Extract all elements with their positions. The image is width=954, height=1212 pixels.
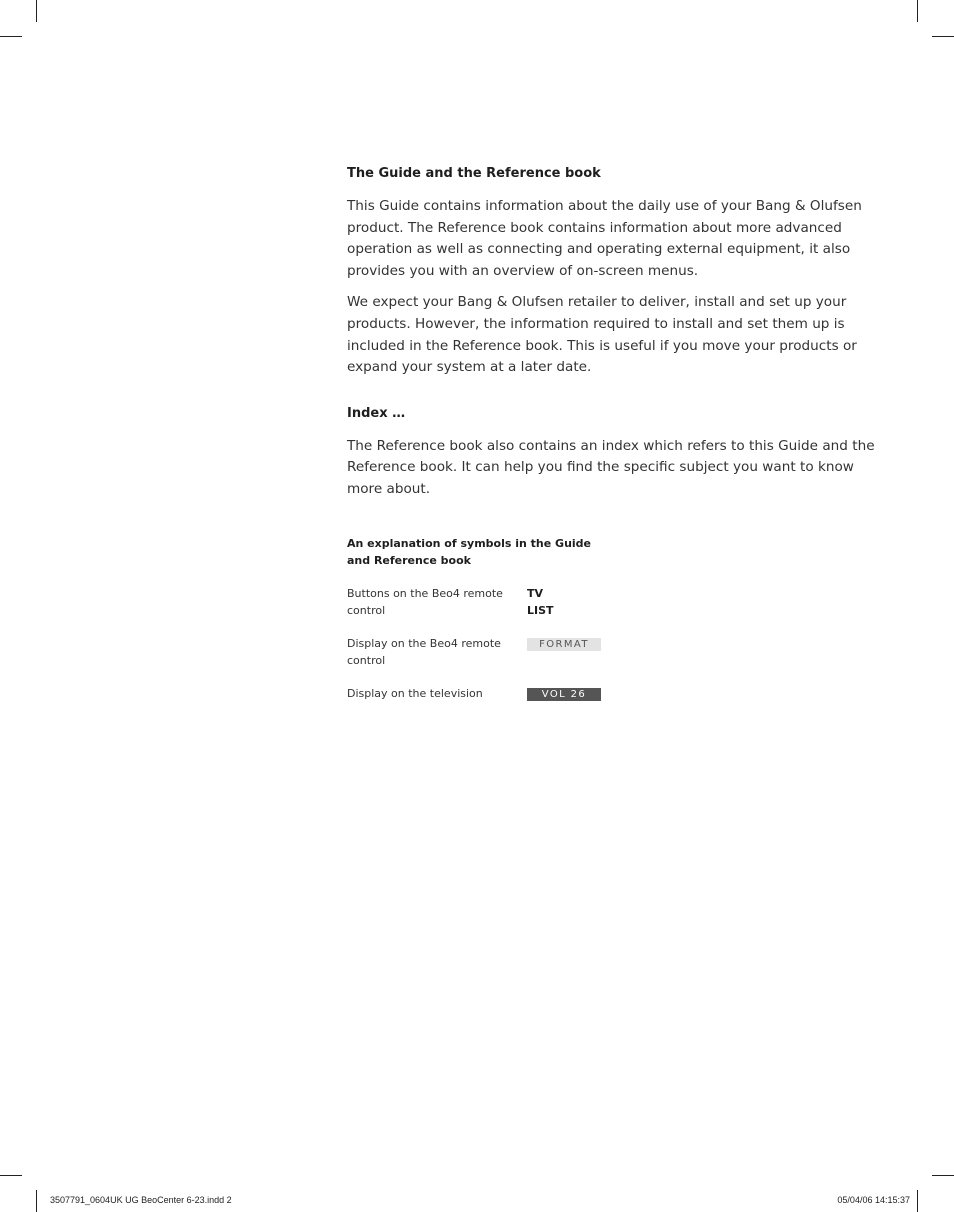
tv-display-sample: VOL 26	[527, 688, 601, 701]
symbol-value-buttons	[527, 585, 607, 619]
index-heading: Index …	[347, 405, 406, 421]
page-content	[347, 164, 877, 718]
crop-mark-bottom-left-horizontal	[0, 1175, 22, 1176]
crop-mark-top-right-vertical	[917, 0, 918, 22]
beo4-display-sample: FORMAT	[527, 638, 601, 651]
symbol-row-tv-display	[347, 685, 617, 702]
symbols-title: An explanation of symbols in the Guide and Reference book	[347, 536, 592, 567]
footer-file-slug: 3507791_0604UK UG BeoCenter 6-23.indd 2	[50, 1195, 232, 1205]
symbol-label-tv-display: Display on the television	[347, 686, 483, 700]
crop-mark-bottom-right-horizontal	[932, 1175, 954, 1176]
crop-mark-top-right-horizontal	[932, 36, 954, 37]
footer-date-time: 05/04/06 14:15:37	[837, 1195, 910, 1205]
guide-heading: The Guide and the Reference book	[347, 166, 601, 181]
beo4-button-tv: TV	[527, 586, 544, 600]
crop-mark-bottom-right-vertical	[917, 1190, 918, 1212]
crop-mark-top-left-vertical	[36, 0, 37, 22]
crop-mark-bottom-left-vertical	[36, 1190, 37, 1212]
symbol-row-beo4-display	[347, 635, 617, 669]
guide-paragraph-1: This Guide contains information about the daily use of your Bang & Olufsen product. The Reference book contains information about more advanced operation as well as connecting and operating external equipment, it also provides you with an overview of on-screen menus.	[347, 198, 862, 279]
guide-paragraph-2: We expect your Bang & Olufsen retailer to deliver, install and set up your products. However, the information required to install and set them up is included in the Reference book. This is useful if you move your products or expand your system at a later date.	[347, 294, 857, 376]
symbol-label-beo4-display: Display on the Beo4 remote control	[347, 636, 501, 667]
symbol-value-tv-display	[527, 685, 607, 702]
symbol-label-buttons: Buttons on the Beo4 remote control	[347, 586, 503, 617]
index-paragraph: The Reference book also contains an index which refers to this Guide and the Reference book. It can help you find the specific subject you want to know more about.	[347, 437, 875, 497]
symbol-row-buttons	[347, 585, 617, 619]
symbol-value-beo4-display	[527, 635, 607, 652]
beo4-button-list: LIST	[527, 603, 554, 617]
symbols-explanation	[347, 535, 617, 702]
crop-mark-top-left-horizontal	[0, 36, 22, 37]
